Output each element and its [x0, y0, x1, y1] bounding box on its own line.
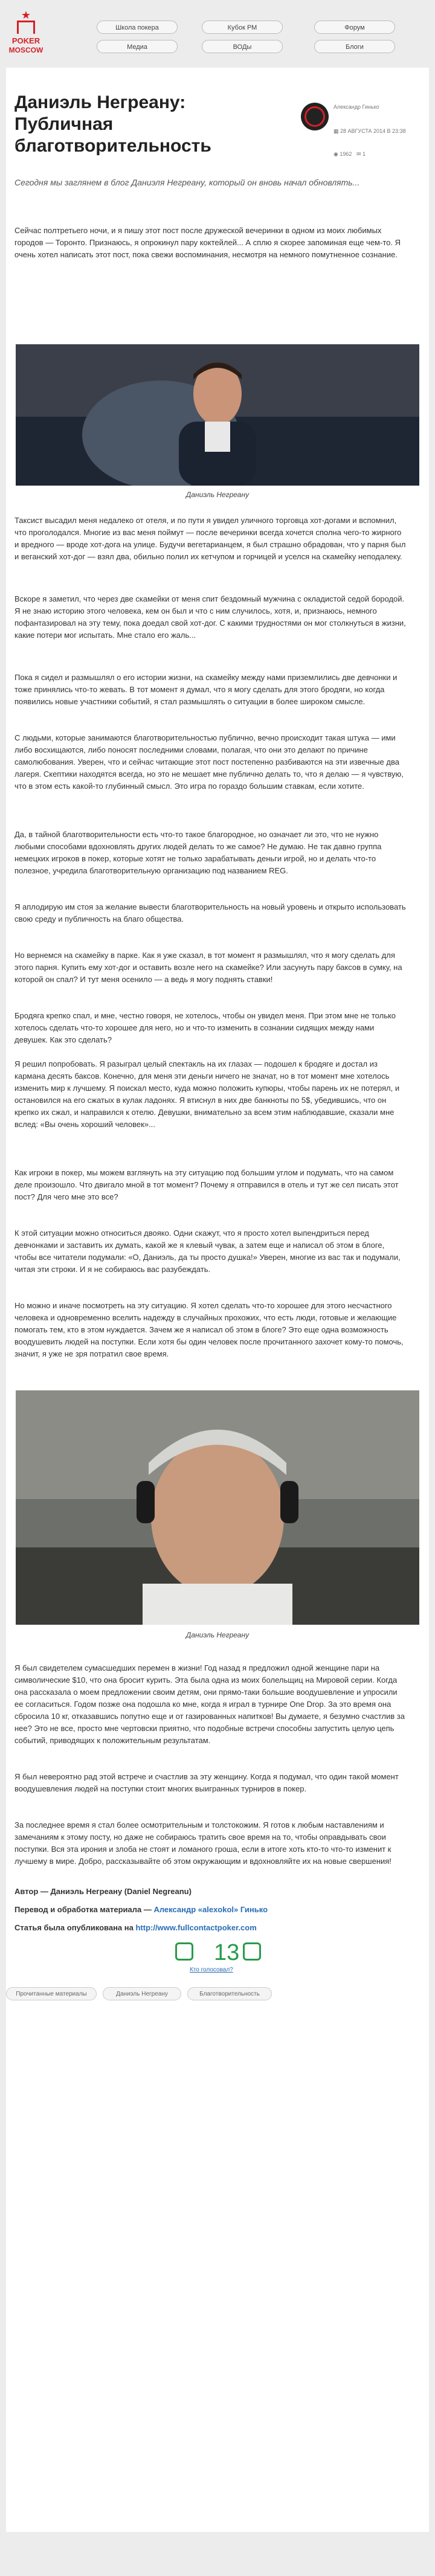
paragraph-5: С людьми, которые занимаются благотворительностью публично, вечно происходит такая штука — ими либо восхищаются, либо поносят последними словами, полагая, что они это делают по причине самолюбования. Уверен, что и сейчас читающие этот пост постепенно разбиваются на эти извечные два лагеря. Скептики находятся всегда, но это не мешает мне публично делать то, что я делаю — я чувствую, что в этом есть какой-то глубинный смысл. Это игра по гораздо большим ставкам, если хотите. — [14, 733, 404, 791]
comments-count[interactable] — [356, 151, 366, 158]
thumbs-down-icon[interactable] — [175, 1942, 193, 1961]
views-count — [334, 151, 352, 158]
breadcrumb-item-negreanu[interactable]: Даниэль Негреану — [103, 1987, 181, 2000]
logo-text-line2: MOSCOW — [8, 46, 44, 54]
credit-source-label: Статья была опубликована на — [14, 1923, 136, 1932]
paragraph-16: За последнее время я стал более осмотрительным и толстокожим. Я готов к любым наставлениям и замечаниям к этому посту, но даже не собираюсь тратить свое время на то, чтобы оправдывать свои поступки. Вся эта ирония и злоба не стоят и ломаного гроша, если в итоге хоть кто-то что-то изменит к лучшему в мире. Добро, рассказывайте об этом окружающим и вдохновляйте их на новые свершения! — [14, 1820, 392, 1866]
paragraph-10: Я решил попробовать. Я разыграл целый спектакль на их глазах — подошел к бродяге и достал из кармана десять баксов. Конечно, для меня эти деньги ничего не значат, но в тот момент мне хотелось изменить мир к лучшему. Я поискал место, куда можно положить купюры, чтобы парень их не потерял, и остановился на его сжатых в кулак ладонях. Я втиснул в них две банкноты по 5$, убедившись, что он крепко их сжал, и направился к отелю. Девушки, внимательно за всем этим наблюдавшие, сказали мне вслед: «Вы очень хороший человек»... — [14, 1059, 400, 1129]
nav-forum[interactable]: Форум — [314, 21, 395, 34]
photo-caption-2: Даниэль Негреану — [185, 1631, 250, 1639]
calendar-icon: ▦ — [334, 128, 341, 134]
views-text: 1962 — [340, 151, 352, 157]
paragraph-2: Таксист высадил меня недалеко от отеля, и по пути я увидел уличного торговца хот-догами и вспомнил, что проголодался. Многие из вас меня поймут — после вечеринки всегда хочется сполна чего-то жирного и вредного — вроде хот-дога на улице. Будучи вегетарианцем, я был страшно обрадован, что у парня был и веганский хот-дог — взял два, обильно полил их кетчупом и горчицей и уселся на скамейку неподалеку. — [14, 516, 406, 561]
avatar[interactable] — [301, 103, 329, 130]
article-card — [6, 68, 429, 2532]
paragraph-4: Пока я сидел и размышлял о его истории жизни, на скамейку между нами приземлились две девчонки и тоже принялись что-то жевать. В тот момент я думал, что я могу сделать для этого бродяги, но когда появились новые участники событий, я стал размышлять о ситуации в более широком смысле. — [14, 673, 398, 706]
photo-negreanu-1-image — [16, 344, 419, 486]
rating-score: 13 — [214, 1940, 240, 1965]
thumbs-up-icon[interactable] — [243, 1942, 261, 1961]
photo-negreanu-1 — [16, 344, 419, 486]
paragraph-3: Вскоре я заметил, что через две скамейки от меня спит бездомный мужчина с окладистой седой бородой. Я не знаю историю этого человека, кем он был и что с ним случилось, хотя, и, признаюсь, немного пофантазировал на эту тему, пока доедал свой хот-дог. С какими трудностями он мог столкнуться в жизни, какие потери мог испытать. Мне стало его жаль... — [14, 594, 406, 640]
author-name[interactable]: Александр Гинько — [334, 104, 379, 110]
breadcrumb-item-charity[interactable]: Благотворительность — [187, 1987, 272, 2000]
credit-translation — [14, 1904, 407, 1916]
nav-vods[interactable]: ВОДы — [202, 40, 283, 53]
paragraph-7: Я аплодирую им стоя за желание вывести благотворительность на новый уровень и открыто использовать свою среду и публичность на благо общества. — [14, 902, 406, 923]
site-logo[interactable] — [8, 10, 44, 60]
post-date — [334, 128, 406, 135]
credit-translation-label: Перевод и обработка материала — — [14, 1905, 154, 1914]
paragraph-11: Как игроки в покер, мы можем взглянуть на эту ситуацию под большим углом и подумать, что на самом деле произошло. Что двигало мной в тот момент? Почему я отправился в отель и тут же сел писать этот пост? Для чего мне это все? — [14, 1168, 399, 1201]
nav-blogs[interactable]: Блоги — [314, 40, 395, 53]
star-icon: ★ — [21, 9, 31, 21]
paragraph-12: К этой ситуации можно относиться двояко. Одни скажут, что я просто хотел выпендриться перед девчонками и заставить их думать, какой же я клевый чувак, а затем еще и написал об этом в блоге, чтобы все читатели подумали: «О, Даниэль, да ты просто душка!» Уверен, многие из вас так и подумали, читая эти строки. И я не собираюсь вас разубеждать. — [14, 1229, 401, 1274]
rating-widget — [175, 1939, 272, 1975]
who-voted-link[interactable]: Кто голосовал? — [190, 1967, 233, 1973]
photo-negreanu-2-image — [16, 1390, 419, 1625]
credit-source — [14, 1922, 407, 1934]
source-link[interactable]: http://www.fullcontactpoker.com — [135, 1923, 257, 1932]
breadcrumb-item-read[interactable]: Прочитанные материалы — [6, 1987, 97, 2000]
paragraph-13: Но можно и иначе посмотреть на эту ситуацию. Я хотел сделать что-то хорошее для этого несчастного человека и одновременно вселить надежду в случайных прохожих, что есть люди, готовые и желающие помогать тем, кто в этом нуждается. Зачем же я написал об этом в блоге? Это еще одна возможность воодушевить людей на поступки. Если хотя бы один человек после прочитанного захочет кому-то помочь, значит, я уже не зря потратил свое время. — [14, 1301, 404, 1358]
paragraph-8: Но вернемся на скамейку в парке. Как я уже сказал, в тот момент я размышлял, что я могу сделать для этого парня. Купить ему хот-дог и оставить возле него на скамейке? Или засунуть пару баксов в сумку, на которой он спал? И тут меня осенило — а ведь я могу поднять ставки! — [14, 951, 402, 984]
photo-caption-1: Даниэль Негреану — [185, 490, 250, 499]
comments-text: 1 — [362, 151, 366, 157]
article-lead: Сегодня мы заглянем в блог Даниэля Негреану, который он вновь начал обновлять... — [14, 178, 360, 187]
article-title: Даниэль Негреану: Публичная благотворительность — [14, 92, 211, 156]
paragraph-6: Да, в тайной благотворительности есть что-то такое благородное, но означает ли это, что не нужно любыми способами вдохновлять других людей делать то же самое? Не думаю. Не так давно группа немецких игроков в покер, которые хотят не только зарабатывать деньги игрой, но и делать что-то полезное, учредила благотворительную организацию под названием REG. — [14, 830, 382, 875]
paragraph-15: Я был невероятно рад этой встрече и счастлив за эту женщину. Когда я подумал, что один такой момент воодушевления людей на поступки стоит многих выигранных турниров в покер. — [14, 1772, 399, 1793]
translator-link[interactable]: Александр «alexokol» Гинько — [153, 1905, 268, 1914]
credit-author: Автор — Даниэль Негреану (Daniel Negreanu) — [14, 1887, 192, 1896]
comment-icon: ✉ — [356, 151, 363, 157]
paragraph-9: Бродяга крепко спал, и мне, честно говоря, не хотелось, чтобы он увидел меня. При этом мне не только хотелось сделать что-то хорошее для него, но и что-то изменить в сознании сидящих между нами девушек. Как это сделать? — [14, 1011, 396, 1044]
paragraph-14: Я был свидетелем сумасшедших перемен в жизни! Год назад я предложил одной женщине пари на символические $10, что она бросит курить. Эта была одна из моих болельщиц на Мировой серии. Когда она рассказала о моем предложении своим детям, они прямо-таки большие воодушевление и упросили ее согласиться. Годом позже она подошла ко мне, когда я играл в турнире One Drop. За это время она сбросила 10 кг, отказавшись попутно еще и от газированных напитков! Вы думаете, я безумно счастлив за нее? Это не все, просто мне чертовски приятно, что подобные встречи способны запустить целую цепь событий, приводящих к положительным результатам. — [14, 1663, 405, 1745]
site-header — [0, 0, 435, 63]
nav-poker-school[interactable]: Школа покера — [97, 21, 178, 34]
logo-text-line1: POKER — [11, 36, 40, 45]
nav-rm-cup[interactable]: Кубок РМ — [202, 21, 283, 34]
avatar-ring-icon — [304, 106, 325, 127]
post-date-text: 28 АВГУСТА 2014 В 23:38 — [340, 128, 406, 134]
paragraph-1: Сейчас полтретьего ночи, и я пишу этот пост после дружеской вечеринки в одном из моих любимых городов — Торонто. Признаюсь, я опрокинул пару коктейлей... А сплю я скорее запоминая еще чем-то. Я очень хотел написать этот пост, пока свежи воспоминания, несмотря на немного помутненное сознание. — [14, 226, 401, 259]
eye-icon: ◉ — [334, 151, 340, 157]
author-block — [301, 103, 422, 157]
nav-media[interactable]: Медиа — [97, 40, 178, 53]
photo-negreanu-2 — [16, 1390, 419, 1625]
tower-icon — [17, 21, 35, 34]
